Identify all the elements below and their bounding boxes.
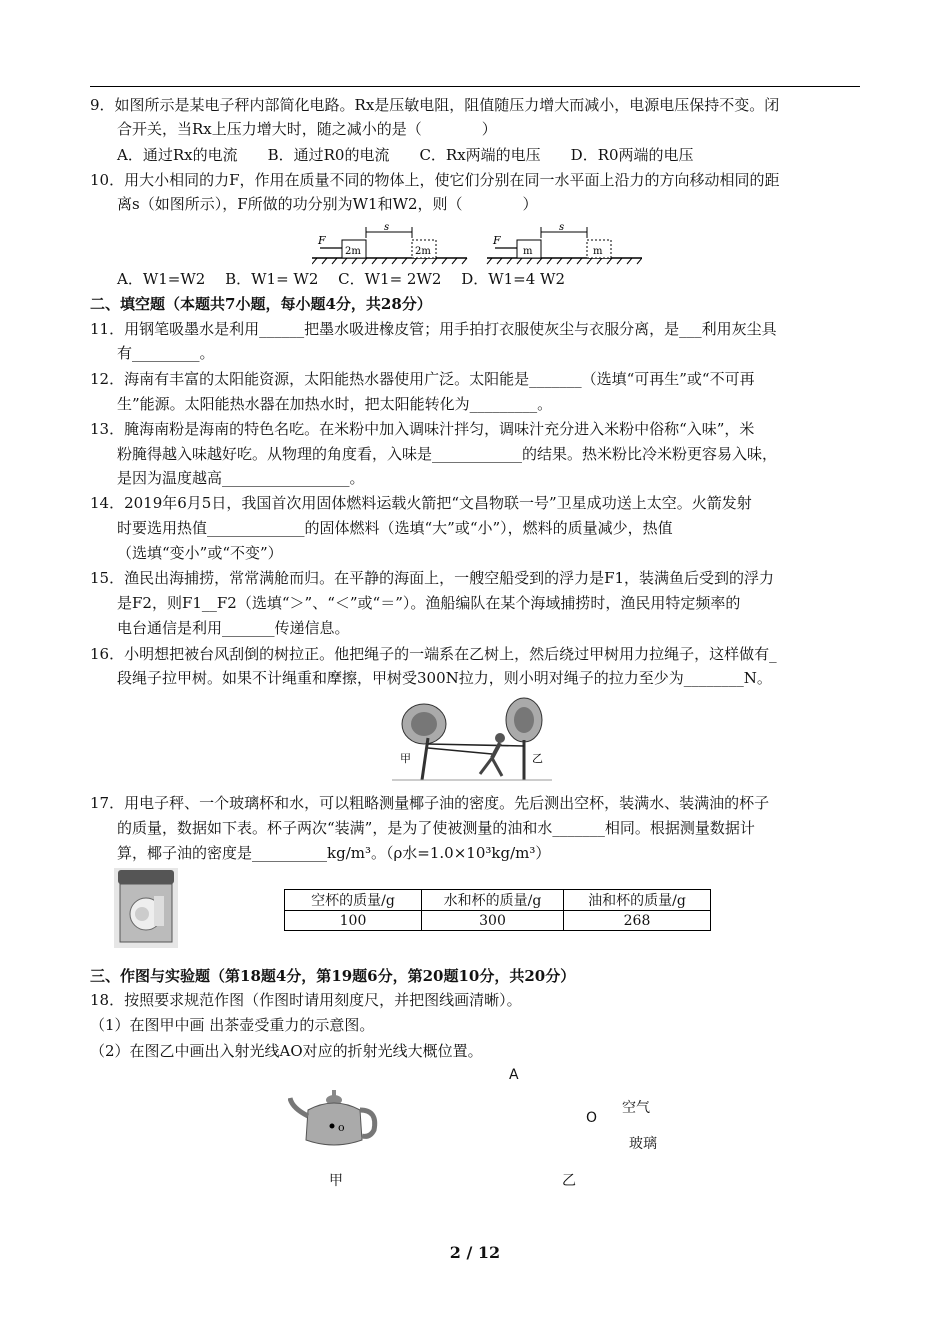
header-rule [90, 86, 860, 87]
label-jia: 甲 [329, 1173, 343, 1189]
q10-force-figure [312, 222, 642, 266]
q16-label-yi: 乙 [532, 752, 543, 765]
q16-label-jia: 甲 [400, 752, 411, 765]
q18-part1: （1）在图甲中画 出茶壶受重力的示意图。 [90, 1016, 375, 1034]
label-glass: 玻璃 [629, 1136, 657, 1152]
q9-line1: 9．如图所示是某电子秤内部简化电路。Rx是压敏电阻，阻值随压力增大而减小，电源电压保持不变。闭 [90, 96, 780, 114]
label-o: O [586, 1110, 598, 1126]
q18-part2: （2）在图乙中画出入射光线AO对应的折射光线大概位置。 [90, 1042, 483, 1060]
q10-label-m: m [523, 246, 533, 257]
q9-options: A．通过Rx的电流 B．通过R0的电流 C．Rx两端的电压 D．R0两端的电压 [117, 146, 694, 164]
q17-line3: 算，椰子油的密度是__________kg/m³。（ρ水=1.0×10³kg/m³） [117, 844, 551, 862]
q13-line3: 是因为温度越高_________________。 [117, 469, 365, 487]
q17-line2: 的质量，数据如下表。杯子两次“装满”，是为了使被测量的油和水_______相同。根据测量数据计 [117, 819, 755, 837]
q15-line1: 15．渔民出海捕捞，常常满舱而归。在平静的海面上，一艘空船受到的浮力是F1，装满鱼后受到的浮力 [90, 569, 775, 587]
q11-line2: 有_________。 [117, 344, 215, 362]
q9-line2: 合开关，当Rx上压力增大时，随之减小的是（ ） [117, 120, 497, 138]
mass-table [284, 889, 711, 931]
q10-label-m-dashed: m [593, 246, 603, 257]
q14-line2: 时要选用热值_____________的固体燃料（选填“大”或“小”），燃料的质量减少，热值 [117, 519, 673, 537]
table-header: 水和杯的质量/g [422, 890, 564, 911]
table-header-row [285, 890, 711, 911]
q15-line2: 是F2，则F1__F2（选填“＞”、“＜”或“＝”）。渔船编队在某个海域捕捞时，渔民用特定频率的 [117, 594, 741, 612]
q10-label-s1: s [384, 222, 390, 233]
q15-line3: 电台通信是利用_______传递信息。 [117, 619, 350, 637]
label-yi: 乙 [562, 1173, 576, 1189]
q14-line1: 14．2019年6月5日，我国首次用固体燃料运载火箭把“文昌物联一号”卫星成功送上太空。火箭发射 [90, 494, 752, 512]
q17-line1: 17．用电子秤、一个玻璃杯和水，可以粗略测量椰子油的密度。先后测出空杯，装满水、装满油的杯子 [90, 794, 770, 812]
q16-line2: 段绳子拉甲树。如果不计绳重和摩擦，甲树受300N拉力，则小明对绳子的拉力至少为________N。 [117, 669, 772, 687]
table-header: 油和杯的质量/g [564, 890, 711, 911]
q13-line2: 粉腌得越入味越好吃。从物理的角度看，入味是____________的结果。热米粉比冷米粉更容易入味， [117, 445, 778, 463]
teapot-figure [288, 1086, 380, 1152]
q10-label-s2: s [559, 222, 565, 233]
q12-line2: 生”能源。太阳能热水器在加热水时，把太阳能转化为_________。 [117, 395, 553, 413]
q11-line1: 11．用钢笔吸墨水是利用______把墨水吸进橡皮管；用手拍打衣服使灰尘与衣服分离，是___利用灰尘具 [90, 320, 777, 338]
q10-label-2m: 2m [345, 246, 361, 257]
label-air: 空气 [622, 1100, 650, 1116]
q10-label-f2: F [493, 234, 501, 247]
q10-line2: 离s（如图所示），F所做的功分别为W1和W2，则（ ） [117, 195, 538, 213]
q10-options: A．W1=W2 B．W1= W2 C．W1= 2W2 D．W1=4 W2 [117, 270, 566, 288]
q16-line1: 16．小明想把被台风刮倒的树拉正。他把绳子的一端系在乙树上，然后绕过甲树用力拉绳子，这样做有_ [90, 645, 777, 663]
q10-label-2m-dashed: 2m [415, 246, 431, 257]
q16-tree-figure [392, 696, 552, 784]
q18-line1: 18．按照要求规范作图（作图时请用刻度尺，并把图线画清晰）。 [90, 991, 522, 1009]
teapot-label-o: o [338, 1121, 345, 1134]
label-a: A [509, 1067, 519, 1083]
table-row [285, 911, 711, 931]
coconut-oil-jar-image [112, 866, 180, 948]
q14-line3: （选填“变小”或“不变”） [117, 544, 283, 562]
table-cell: 268 [564, 911, 711, 931]
table-cell: 300 [422, 911, 564, 931]
section2-heading: 二、填空题（本题共7小题，每小题4分，共28分） [90, 295, 432, 313]
q10-label-f1: F [318, 234, 326, 247]
page-number: 2 / 12 [449, 1243, 501, 1262]
q13-line1: 13．腌海南粉是海南的特色名吃。在米粉中加入调味汁拌匀，调味汁充分进入米粉中俗称“入味”，米 [90, 420, 755, 438]
q12-line1: 12．海南有丰富的太阳能资源，太阳能热水器使用广泛。太阳能是_______（选填“可再生”或“不可再 [90, 370, 755, 388]
q10-line1: 10．用大小相同的力F，作用在质量不同的物体上，使它们分别在同一水平面上沿力的方向移动相同的距 [90, 171, 780, 189]
section3-heading: 三、作图与实验题（第18题4分，第19题6分，第20题10分，共20分） [90, 967, 576, 985]
table-cell: 100 [285, 911, 422, 931]
table-header: 空杯的质量/g [285, 890, 422, 911]
